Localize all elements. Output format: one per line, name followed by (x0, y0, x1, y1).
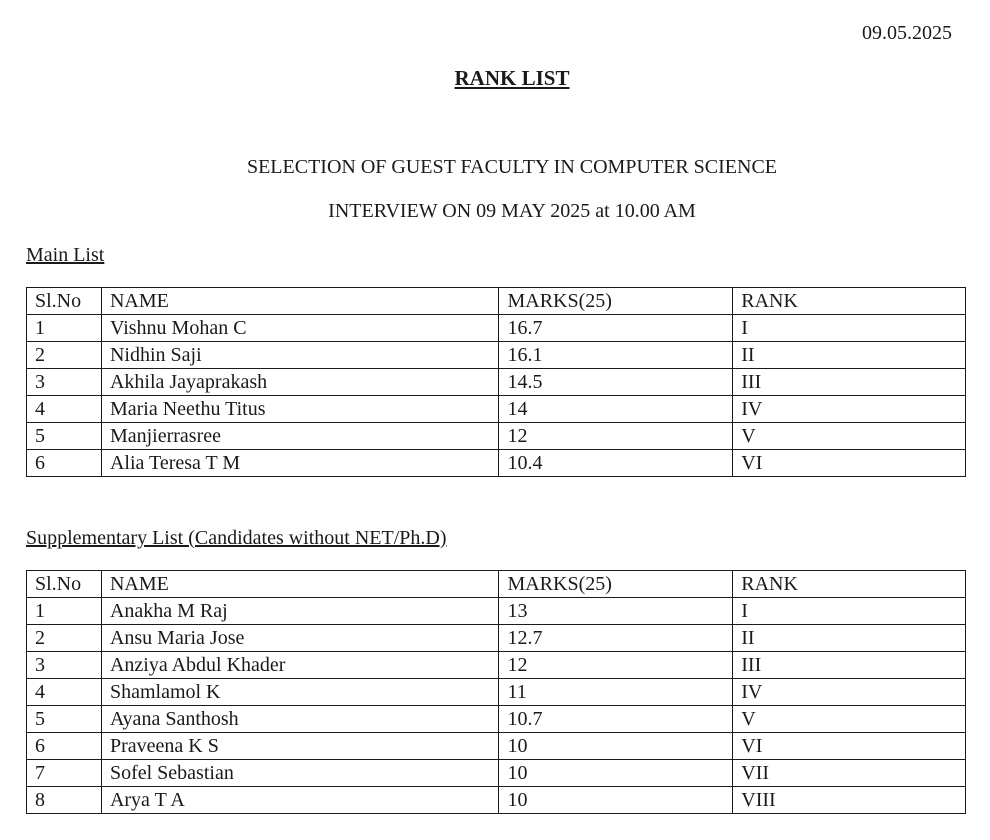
cell-name: Vishnu Mohan C (101, 315, 499, 342)
table-row (27, 369, 966, 396)
cell-name: Anakha M Raj (101, 598, 499, 625)
header-slno: Sl.No (27, 288, 102, 315)
table-row (27, 760, 966, 787)
cell-rank: III (733, 652, 966, 679)
table-row (27, 423, 966, 450)
cell-name: Anziya Abdul Khader (101, 652, 499, 679)
cell-rank: VIII (733, 787, 966, 814)
table-row (27, 733, 966, 760)
table-row (27, 787, 966, 814)
cell-marks: 16.7 (499, 315, 733, 342)
cell-name: Maria Neethu Titus (101, 396, 499, 423)
table-row (27, 679, 966, 706)
table-row (27, 396, 966, 423)
table-row (27, 598, 966, 625)
cell-rank: VI (733, 450, 966, 477)
cell-rank: V (733, 706, 966, 733)
table-row (27, 652, 966, 679)
cell-marks: 14 (499, 396, 733, 423)
cell-slno: 7 (27, 760, 102, 787)
cell-slno: 5 (27, 423, 102, 450)
main-list-label: Main List (26, 244, 105, 266)
cell-marks: 10.4 (499, 450, 733, 477)
header-name: NAME (101, 288, 499, 315)
cell-slno: 3 (27, 369, 102, 396)
table-header-row (27, 571, 966, 598)
cell-slno: 4 (27, 679, 102, 706)
header-marks: MARKS(25) (499, 288, 733, 315)
page-title: RANK LIST (454, 66, 570, 90)
cell-slno: 2 (27, 342, 102, 369)
cell-marks: 10 (499, 760, 733, 787)
cell-name: Sofel Sebastian (101, 760, 499, 787)
header-slno: Sl.No (27, 571, 102, 598)
header-rank: RANK (733, 571, 966, 598)
cell-name: Arya T A (101, 787, 499, 814)
cell-rank: V (733, 423, 966, 450)
cell-marks: 16.1 (499, 342, 733, 369)
cell-slno: 5 (27, 706, 102, 733)
cell-rank: VII (733, 760, 966, 787)
cell-name: Ansu Maria Jose (101, 625, 499, 652)
header-marks: MARKS(25) (499, 571, 733, 598)
table-row (27, 625, 966, 652)
cell-rank: IV (733, 679, 966, 706)
interview-subtitle: INTERVIEW ON 09 MAY 2025 at 10.00 AM (328, 200, 696, 222)
cell-slno: 1 (27, 598, 102, 625)
cell-marks: 10 (499, 787, 733, 814)
cell-slno: 2 (27, 625, 102, 652)
cell-marks: 12 (499, 423, 733, 450)
cell-marks: 11 (499, 679, 733, 706)
header-rank: RANK (733, 288, 966, 315)
cell-rank: I (733, 598, 966, 625)
cell-rank: II (733, 342, 966, 369)
cell-marks: 10 (499, 733, 733, 760)
cell-name: Akhila Jayaprakash (101, 369, 499, 396)
cell-name: Manjierrasree (101, 423, 499, 450)
cell-slno: 6 (27, 733, 102, 760)
cell-marks: 12.7 (499, 625, 733, 652)
table-row (27, 706, 966, 733)
cell-marks: 12 (499, 652, 733, 679)
cell-name: Nidhin Saji (101, 342, 499, 369)
cell-rank: III (733, 369, 966, 396)
cell-slno: 4 (27, 396, 102, 423)
cell-slno: 3 (27, 652, 102, 679)
cell-slno: 8 (27, 787, 102, 814)
cell-slno: 6 (27, 450, 102, 477)
cell-name: Shamlamol K (101, 679, 499, 706)
cell-marks: 10.7 (499, 706, 733, 733)
cell-name: Alia Teresa T M (101, 450, 499, 477)
document-date: 09.05.2025 (862, 22, 952, 44)
cell-slno: 1 (27, 315, 102, 342)
cell-rank: VI (733, 733, 966, 760)
cell-rank: IV (733, 396, 966, 423)
cell-name: Praveena K S (101, 733, 499, 760)
header-name: NAME (101, 571, 499, 598)
table-row (27, 315, 966, 342)
cell-rank: II (733, 625, 966, 652)
cell-rank: I (733, 315, 966, 342)
supplementary-list-table (26, 570, 966, 814)
table-header-row (27, 288, 966, 315)
cell-marks: 13 (499, 598, 733, 625)
cell-name: Ayana Santhosh (101, 706, 499, 733)
table-row (27, 450, 966, 477)
main-list-table (26, 287, 966, 477)
selection-subtitle: SELECTION OF GUEST FACULTY IN COMPUTER SCIENCE (246, 156, 778, 178)
supplementary-list-label: Supplementary List (Candidates without NET/Ph.D) (26, 527, 447, 549)
cell-marks: 14.5 (499, 369, 733, 396)
table-row (27, 342, 966, 369)
